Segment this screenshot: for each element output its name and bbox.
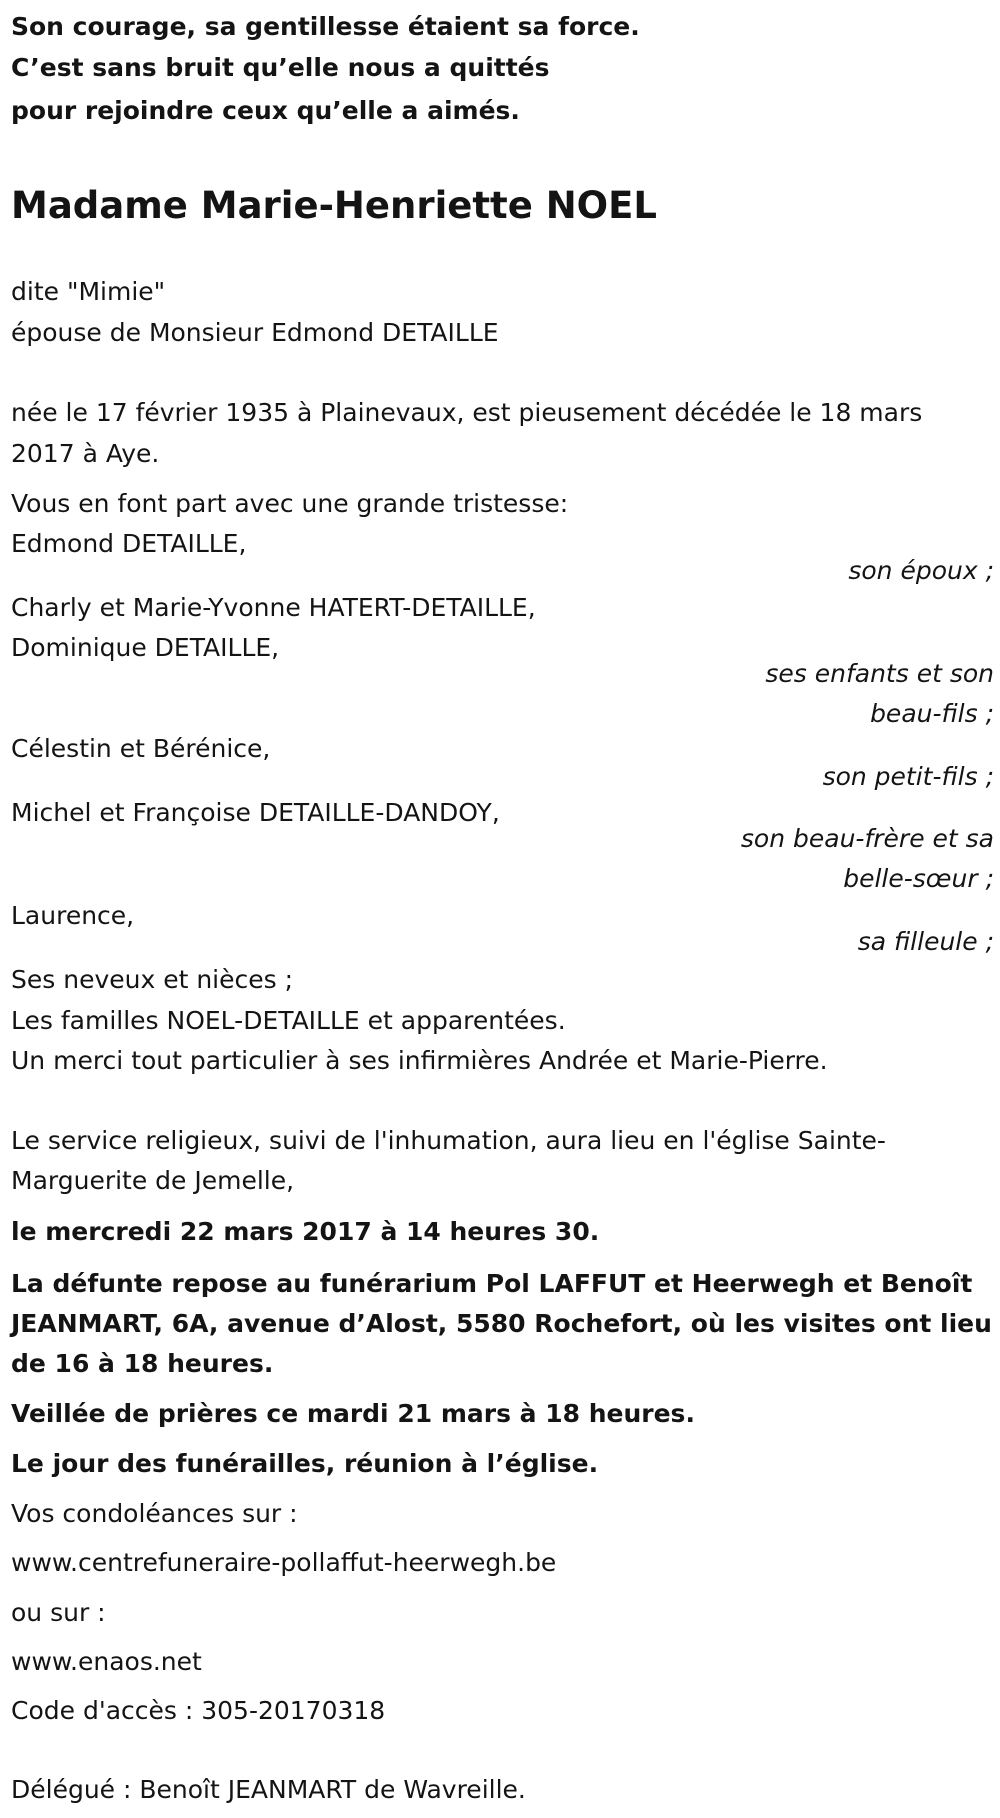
service-date: le mercredi 22 mars 2017 à 14 heures 30.: [11, 1217, 600, 1246]
meeting: Le jour des funérailles, réunion à l’église.: [11, 1449, 599, 1478]
family-relation: son époux ;: [848, 556, 994, 585]
family-name: Edmond DETAILLE,: [11, 529, 247, 558]
intro-line-2: C’est sans bruit qu’elle nous a quittés: [11, 53, 550, 82]
family-relation: son beau-frère et sa: [740, 824, 994, 853]
condolences-link-2[interactable]: www.enaos.net: [11, 1647, 202, 1676]
repose-line-2: JEANMART, 6A, avenue d’Alost, 5580 Rochefort, où les visites ont lieu: [11, 1309, 992, 1338]
others-line: Ses neveux et nièces ;: [11, 965, 294, 994]
family-relation: son petit-fils ;: [822, 762, 994, 791]
others-line: Les familles NOEL-DETAILLE et apparentées.: [11, 1006, 566, 1035]
others-line: Un merci tout particulier à ses infirmières Andrée et Marie-Pierre.: [11, 1046, 828, 1075]
deceased-name: Madame Marie-Henriette NOEL: [11, 184, 657, 227]
birth-death-line-2: 2017 à Aye.: [11, 439, 160, 468]
service-line-1: Le service religieux, suivi de l'inhumation, aura lieu en l'église Sainte-: [11, 1126, 886, 1155]
family-relation: belle-sœur ;: [843, 864, 994, 893]
family-relation: sa filleule ;: [857, 927, 994, 956]
access-code: Code d'accès : 305-20170318: [11, 1696, 386, 1725]
family-relation: ses enfants et son: [765, 659, 994, 688]
repose-line-1: La défunte repose au funérarium Pol LAFFUT et Heerwegh et Benoît: [11, 1269, 973, 1298]
repose-line-3: de 16 à 18 heures.: [11, 1349, 274, 1378]
family-name: Michel et Françoise DETAILLE-DANDOY,: [11, 798, 500, 827]
family-name: Célestin et Bérénice,: [11, 734, 271, 763]
intro-line-3: pour rejoindre ceux qu’elle a aimés.: [11, 96, 520, 125]
birth-death-line-1: née le 17 février 1935 à Plainevaux, est pieusement décédée le 18 mars: [11, 398, 923, 427]
vigil: Veillée de prières ce mardi 21 mars à 18 heures.: [11, 1399, 695, 1428]
delegate: Délégué : Benoît JEANMART de Wavreille.: [11, 1775, 526, 1804]
family-name: Dominique DETAILLE,: [11, 633, 280, 662]
condolences-label: Vos condoléances sur :: [11, 1499, 298, 1528]
family-name: Laurence,: [11, 901, 135, 930]
or-label: ou sur :: [11, 1598, 106, 1627]
announcement: Vous en font part avec une grande tristesse:: [11, 489, 569, 518]
intro-line-1: Son courage, sa gentillesse étaient sa force.: [11, 12, 640, 41]
nickname: dite "Mimie": [11, 277, 166, 306]
family-name: Charly et Marie-Yvonne HATERT-DETAILLE,: [11, 593, 536, 622]
spouse-line: épouse de Monsieur Edmond DETAILLE: [11, 318, 499, 347]
family-relation: beau-fils ;: [870, 699, 994, 728]
condolences-link-1[interactable]: www.centrefuneraire-pollaffut-heerwegh.be: [11, 1548, 557, 1577]
service-line-2: Marguerite de Jemelle,: [11, 1166, 295, 1195]
